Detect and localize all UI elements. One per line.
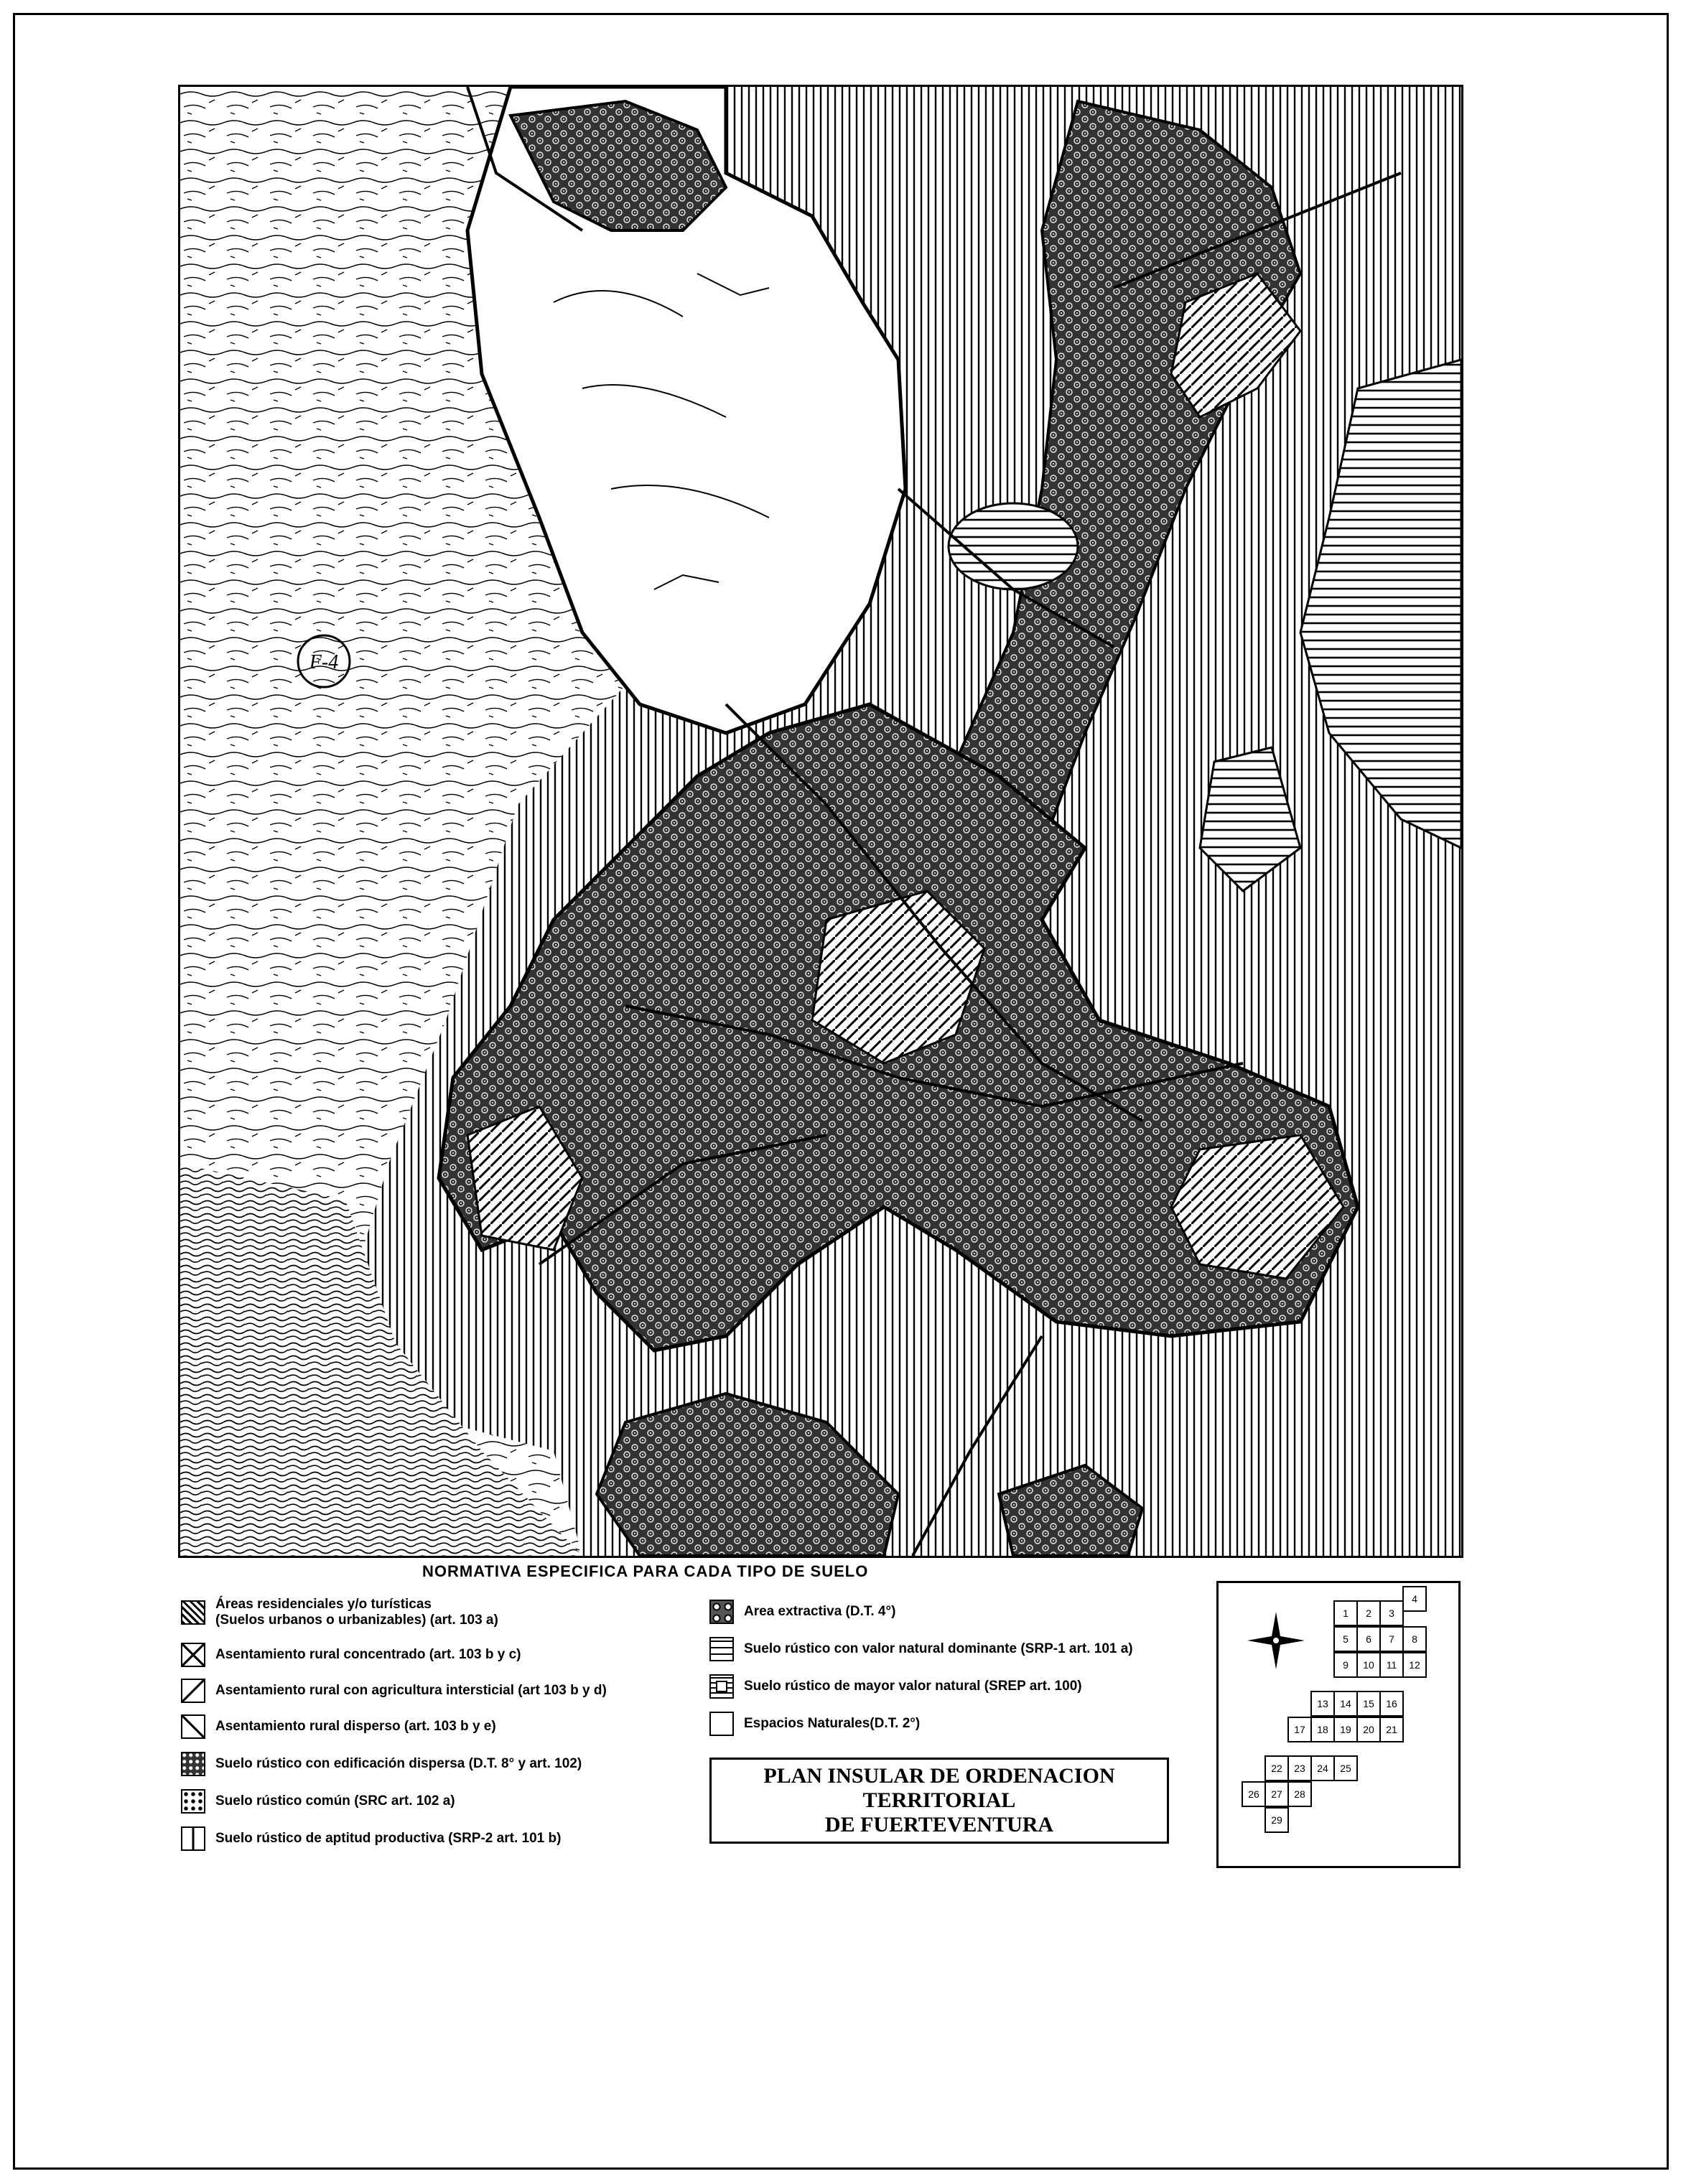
dots-swatch-icon: [181, 1789, 205, 1814]
sheet-index-cell: 21: [1379, 1717, 1404, 1742]
legend-item-common-rustic: Suelo rústico común (SRC art. 102 a): [181, 1789, 455, 1814]
sheet-index-cell: 26: [1242, 1781, 1266, 1807]
boxed-swatch-icon: [709, 1674, 734, 1699]
cross-swatch-icon: [181, 1643, 205, 1667]
sheet-index-cell: 12: [1402, 1652, 1427, 1678]
sheet-index-cell: 23: [1287, 1755, 1312, 1781]
sheet-index-cell: 28: [1287, 1781, 1312, 1807]
legend-item-dispersed-building: Suelo rústico con edificación dispersa (D.T. 8° y art. 102): [181, 1752, 582, 1776]
sheet-index-inset: [1216, 1581, 1461, 1868]
legend-title: NORMATIVA ESPECIFICA PARA CADA TIPO DE SUELO: [422, 1562, 869, 1580]
sheet-index-cell: 19: [1333, 1717, 1358, 1742]
sheet-index-cell: 16: [1379, 1691, 1404, 1717]
sheet-index-cell: 1: [1333, 1600, 1358, 1626]
sheet-index-cell: 4: [1402, 1586, 1427, 1612]
diagonal-right-swatch-icon: [181, 1679, 205, 1703]
sheet-index-cell: 7: [1379, 1626, 1404, 1652]
triangles-swatch-icon: [181, 1600, 205, 1625]
plan-title-line1: PLAN INSULAR DE ORDENACION TERRITORIAL: [763, 1764, 1115, 1812]
sheet-index-cell: 29: [1264, 1807, 1289, 1833]
circles-swatch-icon: [709, 1600, 734, 1624]
sheet-index-cell: 22: [1264, 1755, 1289, 1781]
compass-rose-icon: [1247, 1612, 1305, 1669]
vertical-swatch-icon: [181, 1826, 205, 1851]
legend-item-higher-natural: Suelo rústico de mayor valor natural (SREP art. 100): [709, 1674, 1082, 1699]
sheet-index-cell: 14: [1333, 1691, 1358, 1717]
sheet-index-cell: 20: [1356, 1717, 1381, 1742]
empty-swatch-icon: [709, 1712, 734, 1736]
map-canvas: [180, 87, 1461, 1556]
legend-item-residential: Áreas residenciales y/o turísticas (Suelos urbanos o urbanizables) (art. 103 a): [181, 1597, 498, 1628]
sheet-marker-label: F-4: [309, 651, 339, 673]
plan-title-box: [709, 1758, 1169, 1844]
sheet-index-cell: 10: [1356, 1652, 1381, 1678]
sheet-index-cell: 9: [1333, 1652, 1358, 1678]
legend-item-productive: Suelo rústico de aptitud productiva (SRP-2 art. 101 b): [181, 1826, 561, 1851]
sheet-index-cell: 25: [1333, 1755, 1358, 1781]
horizontal-swatch-icon: [709, 1637, 734, 1661]
legend-item-extraction: Area extractiva (D.T. 4°): [709, 1600, 895, 1624]
natural-value-zone-center: [949, 503, 1078, 589]
legend-item-natural-spaces: Espacios Naturales(D.T. 2°): [709, 1712, 920, 1736]
sheet-index-cell: 15: [1356, 1691, 1381, 1717]
sheet-index-cell: 8: [1402, 1626, 1427, 1652]
sheet-index-cell: 13: [1310, 1691, 1335, 1717]
sheet-index-cell: 27: [1264, 1781, 1289, 1807]
sheet-index-cell: 18: [1310, 1717, 1335, 1742]
legend-item-rural-dispersed: Asentamiento rural disperso (art. 103 b y e): [181, 1714, 496, 1739]
legend-item-rural-concentrated: Asentamiento rural concentrado (art. 103 b y c): [181, 1643, 521, 1667]
sheet-index-cell: 6: [1356, 1626, 1381, 1652]
legend-item-natural-dominant: Suelo rústico con valor natural dominante (SRP-1 art. 101 a): [709, 1637, 1133, 1661]
land-use-map: [178, 85, 1463, 1558]
sheet-index-cell: 3: [1379, 1600, 1404, 1626]
legend: [178, 1559, 1463, 2062]
sheet-index-cell: 24: [1310, 1755, 1335, 1781]
sheet-index-cell: 17: [1287, 1717, 1312, 1742]
sheet-index-cell: 5: [1333, 1626, 1358, 1652]
sheet-index-cell: 11: [1379, 1652, 1404, 1678]
diagonal-left-swatch-icon: [181, 1714, 205, 1739]
legend-item-rural-agriculture: Asentamiento rural con agricultura intersticial (art 103 b y d): [181, 1679, 607, 1703]
hexagon-swatch-icon: [181, 1752, 205, 1776]
plan-title-line2: DE FUERTEVENTURA: [824, 1813, 1054, 1837]
sheet-index-cell: 2: [1356, 1600, 1381, 1626]
